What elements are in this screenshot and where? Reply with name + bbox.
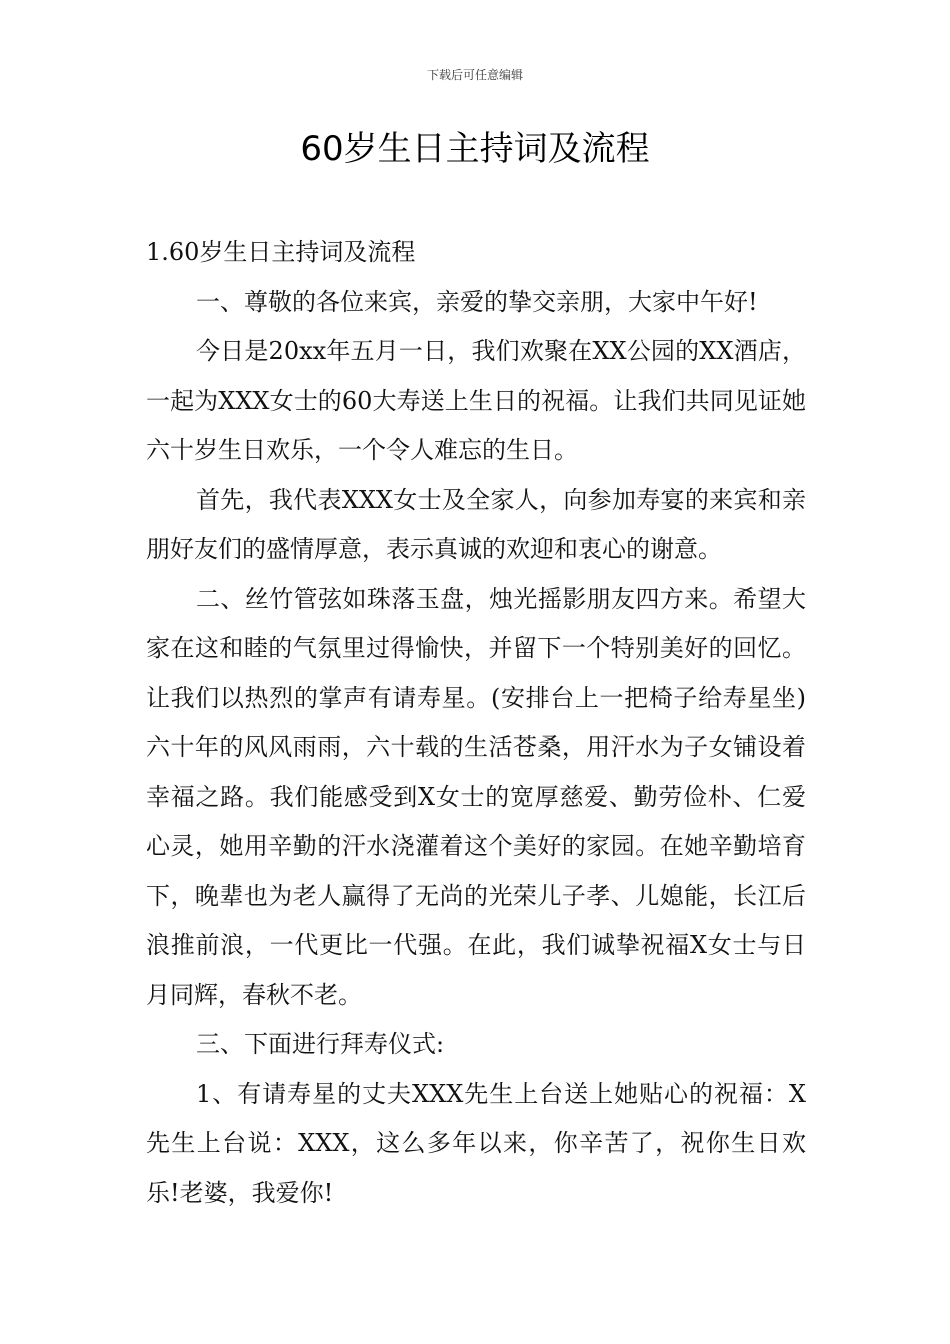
paragraph-thanks: 首先，我代表XXX女士及全家人，向参加寿宴的来宾和亲朋好友们的盛情厚意，表示真诚的欢迎和衷心的谢意。 (146, 485, 806, 563)
paragraph-husband-blessing: 1、有请寿星的丈夫XXX先生上台送上她贴心的祝福：X先生上台说：XXX，这么多年以来，你辛苦了，祝你生日欢乐!老婆，我爱你! (146, 1079, 806, 1207)
paragraph-tribute: 二、丝竹管弦如珠落玉盘，烛光摇影朋友四方来。希望大家在这和睦的气氛里过得愉快，并留下一个特别美好的回忆。让我们以热烈的掌声有请寿星。(安排台上一把椅子给寿星坐)六十年的风风雨雨，六十载的生活苍桑，用汗水为子女铺设着幸福之路。我们能感受到X女士的宽厚慈爱、勤劳俭朴、仁爱心灵，她用辛勤的汗水浇灌着这个美好的家园。在她辛勤培育下，晚辈也为老人赢得了无尚的光荣儿子孝、儿媳能，长江后浪推前浪，一代更比一代强。在此，我们诚挚祝福X女士与日月同辉，春秋不老。 (146, 584, 806, 1009)
paragraph-greeting: 一、尊敬的各位来宾，亲爱的挚交亲朋，大家中午好! (196, 287, 758, 316)
paragraph-ceremony-heading: 三、下面进行拜寿仪式: (196, 1030, 445, 1058)
header-note: 下载后可任意编辑 (426, 68, 523, 82)
section-heading: 1.60岁生日主持词及流程 (146, 238, 416, 266)
document-body (146, 228, 806, 1218)
document-title: 60岁生日主持词及流程 (300, 129, 650, 169)
paragraph-date-venue: 今日是20xx年五月一日，我们欢聚在XX公园的XX酒店，一起为XXX女士的60大寿送上生日的祝福。让我们共同见证她六十岁生日欢乐，一个令人难忘的生日。 (146, 337, 806, 464)
